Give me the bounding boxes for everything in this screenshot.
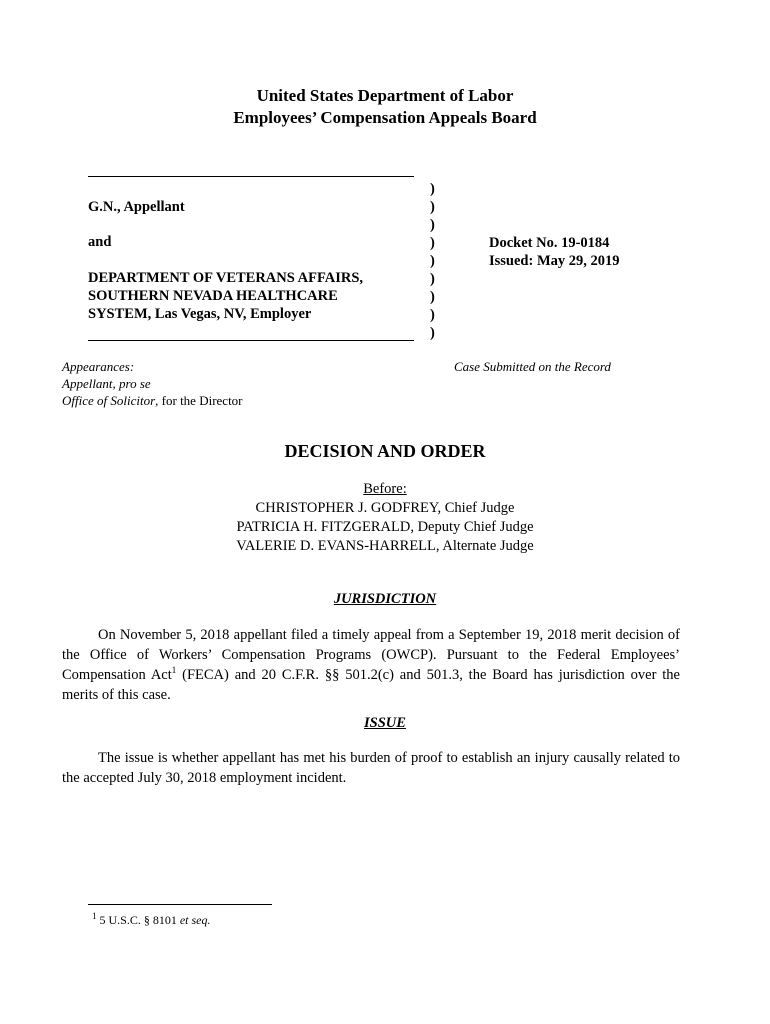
footnote-1 (92, 912, 211, 928)
caption-paren: ) (430, 217, 435, 233)
board-name: Employees’ Compensation Appeals Board (233, 108, 537, 127)
employer-line-3: SYSTEM, Las Vegas, NV, Employer (88, 306, 312, 322)
agency-name: United States Department of Labor (256, 86, 514, 105)
issue-paragraph (62, 748, 680, 788)
before-label-text: Before: (363, 481, 407, 497)
jurisdiction-paragraph (62, 625, 680, 705)
footnote-number: 1 (92, 911, 97, 921)
footnote-rule (88, 904, 272, 905)
caption-paren: ) (430, 271, 435, 287)
issue-text: The issue is whether appellant has met his burden of proof to establish an injury causally related to the accepted July 30, 2018 employment incident. (62, 750, 680, 786)
caption-paren: ) (430, 325, 435, 341)
jurisdiction-text-2: (FECA) and 20 C.F.R. §§ 501.2(c) and 501.3, the Board has jurisdiction over the merits of this case. (62, 667, 680, 703)
judge-1: CHRISTOPHER J. GODFREY, Chief Judge (255, 500, 515, 516)
solicitor-appearance (62, 392, 243, 409)
caption-paren: ) (430, 289, 435, 305)
caption-paren: ) (430, 307, 435, 323)
docket-number: Docket No. 19-0184 (489, 235, 610, 251)
footnote-ref: 1 (171, 665, 177, 676)
before-label (0, 479, 770, 499)
footnote-text: 5 U.S.C. § 8101 (96, 913, 180, 927)
caption-paren: ) (430, 253, 435, 269)
footnote-italic: et seq. (179, 913, 211, 927)
caption-paren-column (430, 180, 435, 342)
judge-2: PATRICIA H. FITZGERALD, Deputy Chief Judge (236, 519, 534, 535)
issued-date: Issued: May 29, 2019 (489, 253, 620, 269)
employer-line-1: DEPARTMENT OF VETERANS AFFAIRS, (88, 270, 364, 286)
employer-line-2: SOUTHERN NEVADA HEALTHCARE (88, 288, 338, 304)
caption-paren: ) (430, 235, 435, 251)
solicitor-role: , for the Director (155, 393, 243, 408)
case-submitted-note: Case Submitted on the Record (454, 359, 611, 374)
judge-3: VALERIE D. EVANS-HARRELL, Alternate Judge (236, 538, 534, 554)
appearances-label: Appearances: (62, 359, 135, 374)
issue-heading: ISSUE (364, 715, 406, 731)
jurisdiction-text-1: On November 5, 2018 appellant filed a timely appeal from a September 19, 2018 merit decision of the Office of Workers’ Compensation Programs (OWCP). Pursuant to the Federal Employees’ Compensation Act (62, 627, 680, 683)
caption-paren: ) (430, 181, 435, 197)
appellant-appearance: Appellant, pro se (62, 376, 151, 391)
appearances-block (62, 358, 243, 409)
decision-title: DECISION AND ORDER (284, 441, 486, 461)
solicitor-name: Office of Solicitor (62, 393, 156, 408)
appellant-name: G.N., Appellant (88, 199, 185, 215)
jurisdiction-heading: JURISDICTION (333, 591, 437, 607)
caption-top-rule (88, 176, 414, 177)
caption-and: and (88, 234, 112, 250)
caption-paren: ) (430, 199, 435, 215)
caption-bottom-rule (88, 340, 414, 341)
